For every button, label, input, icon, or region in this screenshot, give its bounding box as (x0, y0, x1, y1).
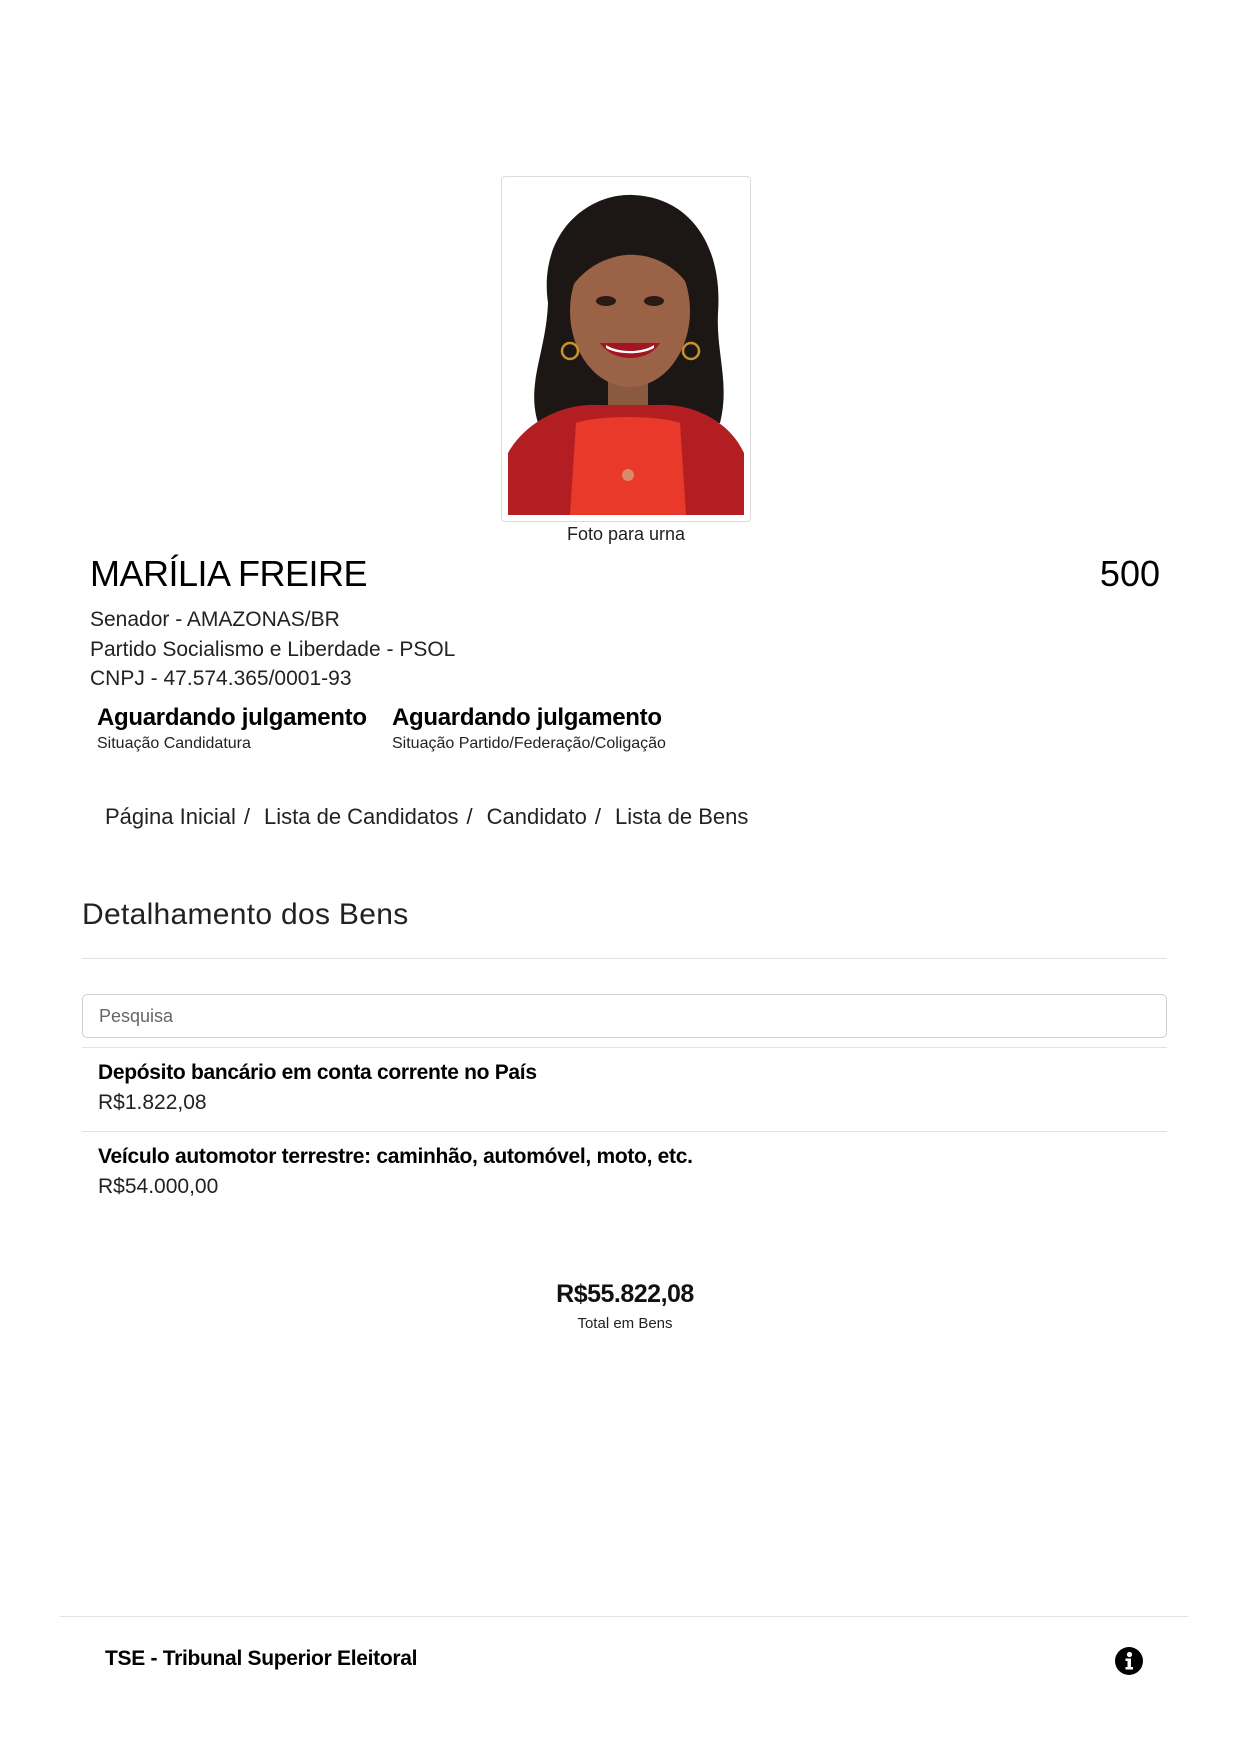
status-label: Situação Candidatura (97, 735, 251, 752)
photo-caption: Foto para urna (566, 524, 686, 544)
status-value: Aguardando julgamento (97, 704, 367, 731)
breadcrumb-separator: / (594, 804, 602, 829)
asset-value: R$1.822,08 (98, 1091, 207, 1114)
candidate-office: Senador - AMAZONAS/BR (90, 608, 340, 631)
total-label: Total em Bens (577, 1315, 673, 1332)
status-value: Aguardando julgamento (392, 704, 662, 731)
status-partido (392, 703, 666, 753)
candidate-photo (501, 176, 751, 522)
breadcrumb-home[interactable]: Página Inicial (105, 804, 236, 829)
status-label: Situação Partido/Federação/Coligação (392, 735, 666, 752)
asset-title: Depósito bancário em conta corrente no País (98, 1061, 537, 1084)
candidate-party: Partido Socialismo e Liberdade - PSOL (90, 638, 456, 661)
footer-divider (60, 1616, 1188, 1617)
total-value: R$55.822,08 (556, 1280, 694, 1308)
candidate-name: MARÍLIA FREIRE (90, 553, 368, 594)
info-circle-icon[interactable] (1114, 1646, 1144, 1676)
section-divider (82, 958, 1167, 959)
breadcrumb-candidate[interactable]: Candidato (486, 804, 587, 829)
list-divider (82, 1047, 1167, 1048)
footer-text: TSE - Tribunal Superior Eleitoral (105, 1647, 418, 1670)
asset-value: R$54.000,00 (98, 1175, 219, 1198)
candidate-number: 500 (1099, 553, 1160, 594)
section-title: Detalhamento dos Bens (82, 898, 409, 931)
breadcrumb-separator: / (243, 804, 250, 829)
status-candidatura (97, 703, 367, 753)
total-block (0, 1280, 1242, 1332)
breadcrumb-separator: / (466, 804, 473, 829)
breadcrumb (105, 804, 748, 830)
list-divider (82, 1131, 1167, 1132)
breadcrumb-asset-list[interactable]: Lista de Bens (615, 804, 749, 829)
search-input[interactable] (82, 994, 1167, 1038)
list-item[interactable] (82, 1145, 1167, 1199)
list-item[interactable] (82, 1061, 1167, 1115)
asset-title: Veículo automotor terrestre: caminhão, automóvel, moto, etc. (98, 1145, 693, 1168)
candidate-portrait (508, 183, 744, 515)
breadcrumb-candidate-list[interactable]: Lista de Candidatos (264, 804, 459, 829)
candidate-cnpj: CNPJ - 47.574.365/0001-93 (90, 667, 352, 690)
